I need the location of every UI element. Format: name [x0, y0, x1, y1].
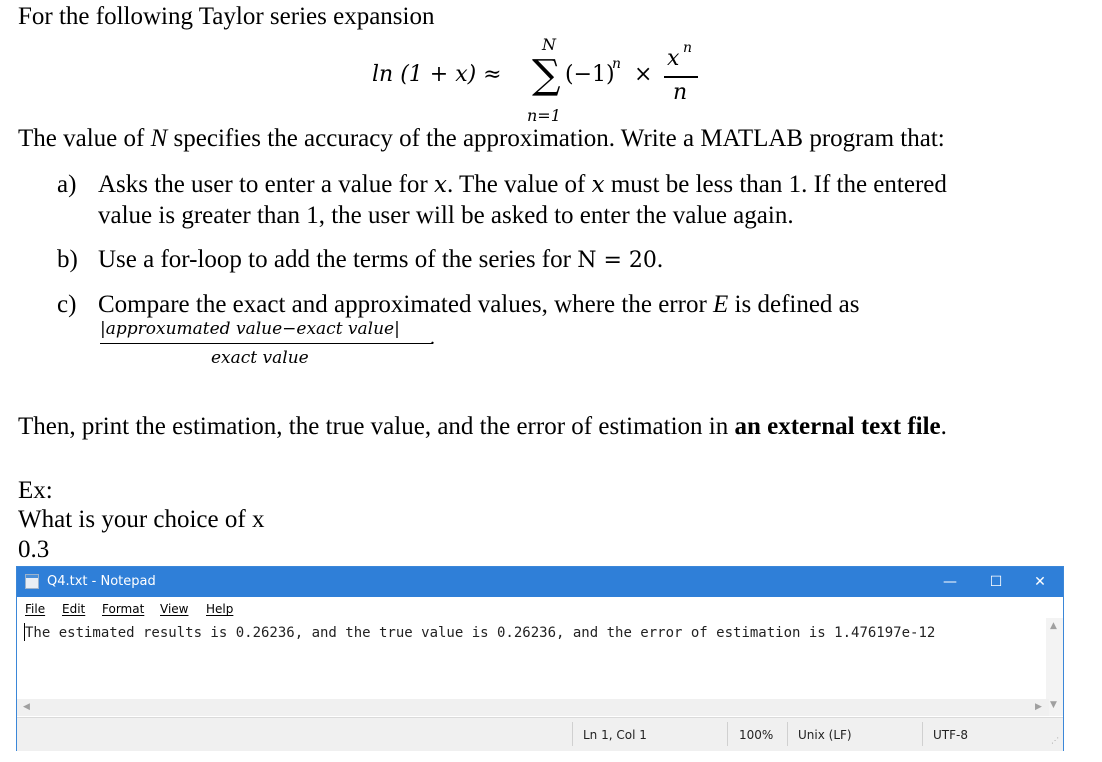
item-a-mid: . The value of [446, 171, 592, 198]
status-zoom: 100% [739, 728, 774, 742]
accuracy-post: specifies the accuracy of the approximation. Write a MATLAB program that: [167, 125, 945, 152]
formula-times: × [634, 62, 653, 87]
notepad-text-content[interactable]: The estimated results is 0.26236, and the true value is 0.26236, and the error of estimation is 1.476197e-12 [25, 625, 936, 641]
menu-edit[interactable]: Edit [62, 602, 86, 616]
sum-upper-limit: N [542, 35, 556, 54]
formula-term: (−1) [565, 62, 615, 87]
example-prompt: What is your choice of x [18, 506, 265, 533]
then-post: . [940, 413, 947, 440]
menu-file[interactable]: File [25, 602, 46, 616]
error-fraction-period: . [430, 327, 435, 349]
formula-term-exponent: n [612, 56, 622, 72]
formula-lhs: ln (1 + x) ≈ [372, 62, 502, 87]
fraction-bar [664, 76, 698, 78]
status-separator [572, 722, 573, 746]
status-encoding: UTF-8 [933, 728, 968, 742]
status-separator [787, 722, 788, 746]
item-c-text [98, 290, 860, 320]
item-a-post: must be less than 1. If the entered [604, 171, 947, 198]
scroll-up-icon[interactable]: ▲ [1050, 621, 1057, 631]
intro-text: For the following Taylor series expansion [18, 3, 435, 30]
status-bar [17, 717, 1063, 751]
item-c-label: c) [57, 291, 77, 318]
example-label: Ex: [18, 477, 53, 504]
then-pre: Then, print the estimation, the true value, and the error of estimation in [18, 413, 735, 440]
status-separator [922, 722, 923, 746]
status-line-ending: Unix (LF) [798, 728, 852, 742]
notepad-titlebar[interactable] [17, 567, 1063, 597]
example-input: 0.3 [18, 536, 50, 563]
item-a-line1 [98, 170, 947, 200]
menu-view[interactable]: View [160, 602, 189, 616]
then-bold: an external text file [734, 413, 941, 440]
notepad-menubar [17, 598, 1063, 618]
item-a-var2: x [591, 172, 605, 198]
fraction-numerator-exponent: n [683, 40, 693, 56]
item-c-pre: Compare the exact and approximated values, where the error [98, 291, 714, 318]
scroll-left-icon[interactable]: ◀ [23, 702, 30, 712]
item-b-pre: Use a for-loop to add the terms of the series for [98, 246, 578, 273]
accuracy-pre: The value of [18, 125, 151, 152]
item-b-math: N = 20 [577, 248, 657, 273]
horizontal-scrollbar[interactable] [17, 699, 1049, 716]
fraction-numerator: x [667, 46, 680, 71]
accuracy-var: N [150, 125, 168, 152]
error-fraction-denominator: exact value [211, 348, 309, 368]
error-fraction-numerator: |approxumated value−exact value| [100, 319, 400, 339]
accuracy-sentence [18, 124, 945, 154]
item-a-line2: value is greater than 1, the user will be asked to enter the value again. [98, 202, 794, 229]
sum-lower-limit: n=1 [527, 106, 561, 125]
item-b-post: . [656, 246, 664, 273]
item-a-var1: x [434, 172, 447, 198]
item-a-label: a) [57, 171, 77, 198]
item-b-text [98, 245, 663, 276]
notepad-window[interactable] [16, 566, 1064, 751]
menu-help[interactable]: Help [206, 602, 234, 616]
close-button[interactable]: ✕ [1034, 574, 1046, 590]
scroll-down-icon[interactable]: ▼ [1050, 700, 1057, 710]
item-a-pre: Asks the user to enter a value for [98, 171, 434, 198]
fraction-denominator: n [673, 80, 688, 105]
notepad-app-icon [25, 574, 39, 589]
item-b-label: b) [57, 246, 78, 273]
resize-grip-icon[interactable]: ⋰ [1051, 736, 1059, 745]
minimize-button[interactable]: — [943, 574, 957, 590]
item-c-var: E [713, 291, 729, 318]
item-c-post: is defined as [728, 291, 860, 318]
status-separator [727, 722, 728, 746]
status-position: Ln 1, Col 1 [583, 728, 647, 742]
error-fraction-bar [100, 343, 433, 344]
taylor-formula [0, 0, 1102, 130]
notepad-title: Q4.txt - Notepad [47, 574, 156, 589]
menu-format[interactable]: Format [102, 602, 145, 616]
sigma-icon: ∑ [532, 52, 561, 98]
then-sentence [18, 412, 947, 442]
scroll-right-icon[interactable]: ▶ [1035, 702, 1042, 712]
maximize-button[interactable]: ☐ [989, 574, 1003, 590]
